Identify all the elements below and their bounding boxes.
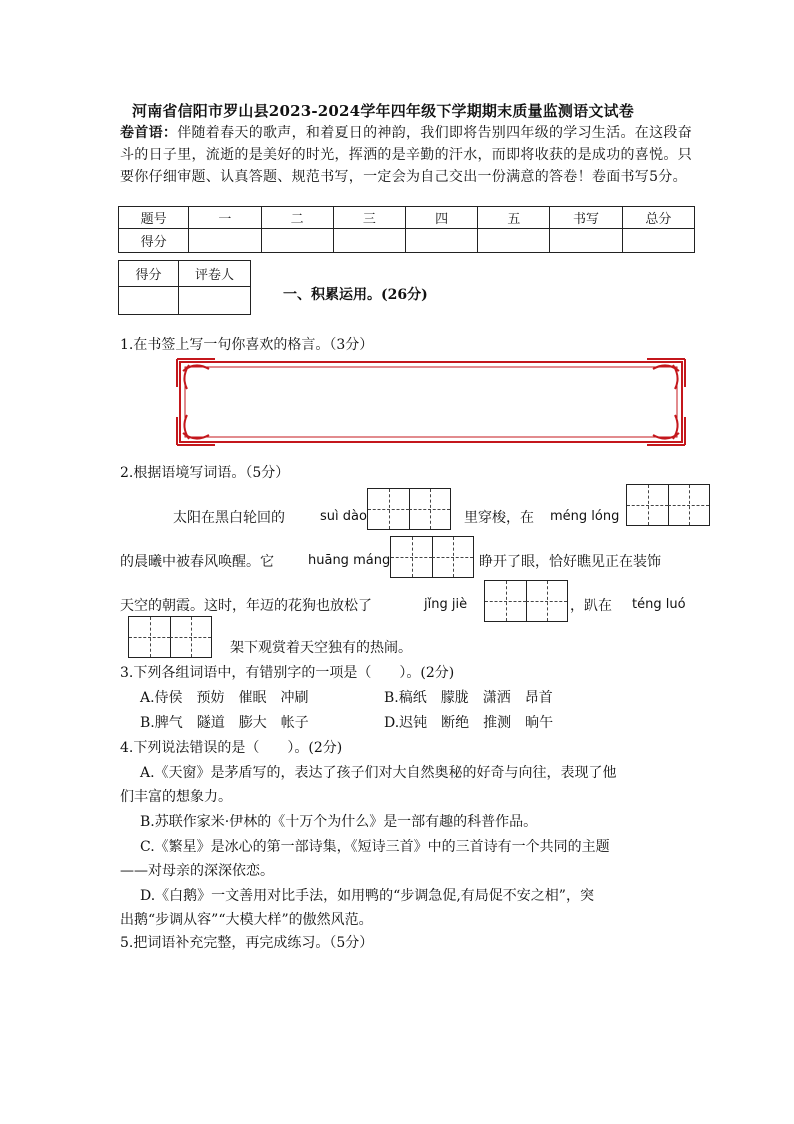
question-2-stem: 2.根据语境写词语。（5分）	[120, 465, 290, 481]
score-entry-cell[interactable]	[189, 229, 261, 253]
intro-paragraph	[120, 122, 695, 188]
score-header-cell: 一	[189, 207, 261, 229]
score-header-cell: 二	[261, 207, 333, 229]
q2-text-line1a: 太阳在黑白轮回的	[173, 510, 285, 526]
grid-cell[interactable]	[129, 617, 171, 657]
answer-grid-2[interactable]	[626, 484, 710, 526]
score-header-cell: 三	[333, 207, 405, 229]
question-3-stem: 3.下列各组词语中，有错别字的一项是（ ）。(2分)	[120, 665, 455, 681]
score-entry-cell[interactable]	[550, 229, 622, 253]
grader-name-header: 评卷人	[179, 261, 251, 287]
q4-option-d-line2: 出鹅“步调从容”“大模大样”的傲然风范。	[120, 912, 373, 928]
grid-cell[interactable]	[485, 581, 527, 621]
q3-option-b[interactable]: B.稿纸 朦胧 潇洒 昂首	[384, 690, 553, 706]
score-header-cell: 总分	[622, 207, 694, 229]
q3-option-a[interactable]: A.侍侯 预妨 催眠 冲刷	[140, 690, 309, 706]
q2-text-line2b: 睁开了眼，恰好瞧见正在装饰	[479, 554, 661, 570]
bookmark-frame[interactable]	[175, 357, 687, 447]
grader-score-entry[interactable]	[119, 287, 179, 315]
grid-cell[interactable]	[170, 617, 211, 657]
q4-option-c-line1[interactable]: C.《繁星》是冰心的第一部诗集，《短诗三首》中的三首诗有一个共同的主题	[140, 839, 610, 855]
pinyin-3: huāng máng	[308, 553, 391, 568]
answer-grid-3[interactable]	[390, 536, 474, 578]
grader-table	[118, 260, 251, 315]
answer-grid-1[interactable]	[367, 488, 451, 530]
answer-grid-4[interactable]	[484, 580, 568, 622]
score-header-cell: 书写	[550, 207, 622, 229]
q4-option-b[interactable]: B.苏联作家米·伊林的《十万个为什么》是一部有趣的科普作品。	[140, 814, 538, 830]
q2-text-line3a: 天空的朝霞。这时，年迈的花狗也放松了	[120, 598, 372, 614]
grader-score-header: 得分	[119, 261, 179, 287]
q4-option-a-line2: 们丰富的想象力。	[120, 789, 232, 805]
pinyin-5: téng luó	[632, 597, 686, 612]
score-header-cell: 四	[405, 207, 477, 229]
intro-text: 伴随着春天的歌声，和着夏日的神韵，我们即将告别四年级的学习生活。在这段奋斗的日子里，流逝的是美好的时光，挥洒的是辛勤的汗水，而即将收获的是成功的喜悦。只要你仔细审题、认真答题、规范书写，一定会为自己交出一份满意的答卷！卷面书写5分。	[120, 125, 693, 185]
score-entry-cell[interactable]	[333, 229, 405, 253]
grid-cell[interactable]	[432, 537, 473, 577]
q3-option-d[interactable]: D.迟钝 断绝 推测 晌午	[384, 715, 554, 731]
q2-text-line2a: 的晨曦中被春风唤醒。它	[120, 554, 274, 570]
score-entry-cell[interactable]	[405, 229, 477, 253]
answer-grid-5[interactable]	[128, 616, 212, 658]
q4-option-a-line1[interactable]: A.《天窗》是茅盾写的，表达了孩子们对大自然奥秘的好奇与向往，表现了他	[140, 765, 617, 781]
pinyin-2: méng lóng	[550, 509, 620, 524]
score-entry-cell[interactable]	[478, 229, 550, 253]
q2-text-line4: 架下观赏着天空独有的热闹。	[230, 640, 412, 656]
grader-name-entry[interactable]	[179, 287, 251, 315]
q2-text-line1b: 里穿梭，在	[464, 510, 534, 526]
pinyin-4: jǐng jiè	[424, 597, 468, 612]
question-1: 1.在书签上写一句你喜欢的格言。（3分）	[120, 337, 374, 353]
pinyin-1: suì dào	[320, 509, 367, 524]
q3-option-c[interactable]: B.脾气 隧道 膨大 帐子	[140, 715, 309, 731]
intro-label: 卷首语：	[120, 125, 178, 141]
score-header-cell: 五	[478, 207, 550, 229]
grid-cell[interactable]	[409, 489, 450, 529]
score-entry-cell[interactable]	[622, 229, 694, 253]
grid-cell[interactable]	[368, 489, 410, 529]
score-header-cell: 题号	[119, 207, 189, 229]
score-row-label: 得分	[119, 229, 189, 253]
page-title: 河南省信阳市罗山县2023-2024学年四年级下学期期末质量监测语文试卷	[132, 102, 634, 120]
score-table	[118, 206, 695, 253]
section-heading: 一、积累运用。(26分)	[283, 287, 428, 303]
q4-option-c-line2: ——对母亲的深深依恋。	[120, 863, 274, 879]
score-entry-cell[interactable]	[261, 229, 333, 253]
question-5-stem: 5.把词语补充完整，再完成练习。（5分）	[120, 935, 374, 951]
grid-cell[interactable]	[627, 485, 669, 525]
q4-option-d-line1[interactable]: D.《白鹅》一文善用对比手法，如用鸭的“步调急促,有局促不安之相”，突	[140, 888, 594, 904]
grid-cell[interactable]	[391, 537, 433, 577]
q2-text-line3b: ，趴在	[570, 598, 612, 614]
question-4-stem: 4.下列说法错误的是（ ）。(2分)	[120, 740, 343, 756]
grid-cell[interactable]	[668, 485, 709, 525]
grid-cell[interactable]	[526, 581, 567, 621]
